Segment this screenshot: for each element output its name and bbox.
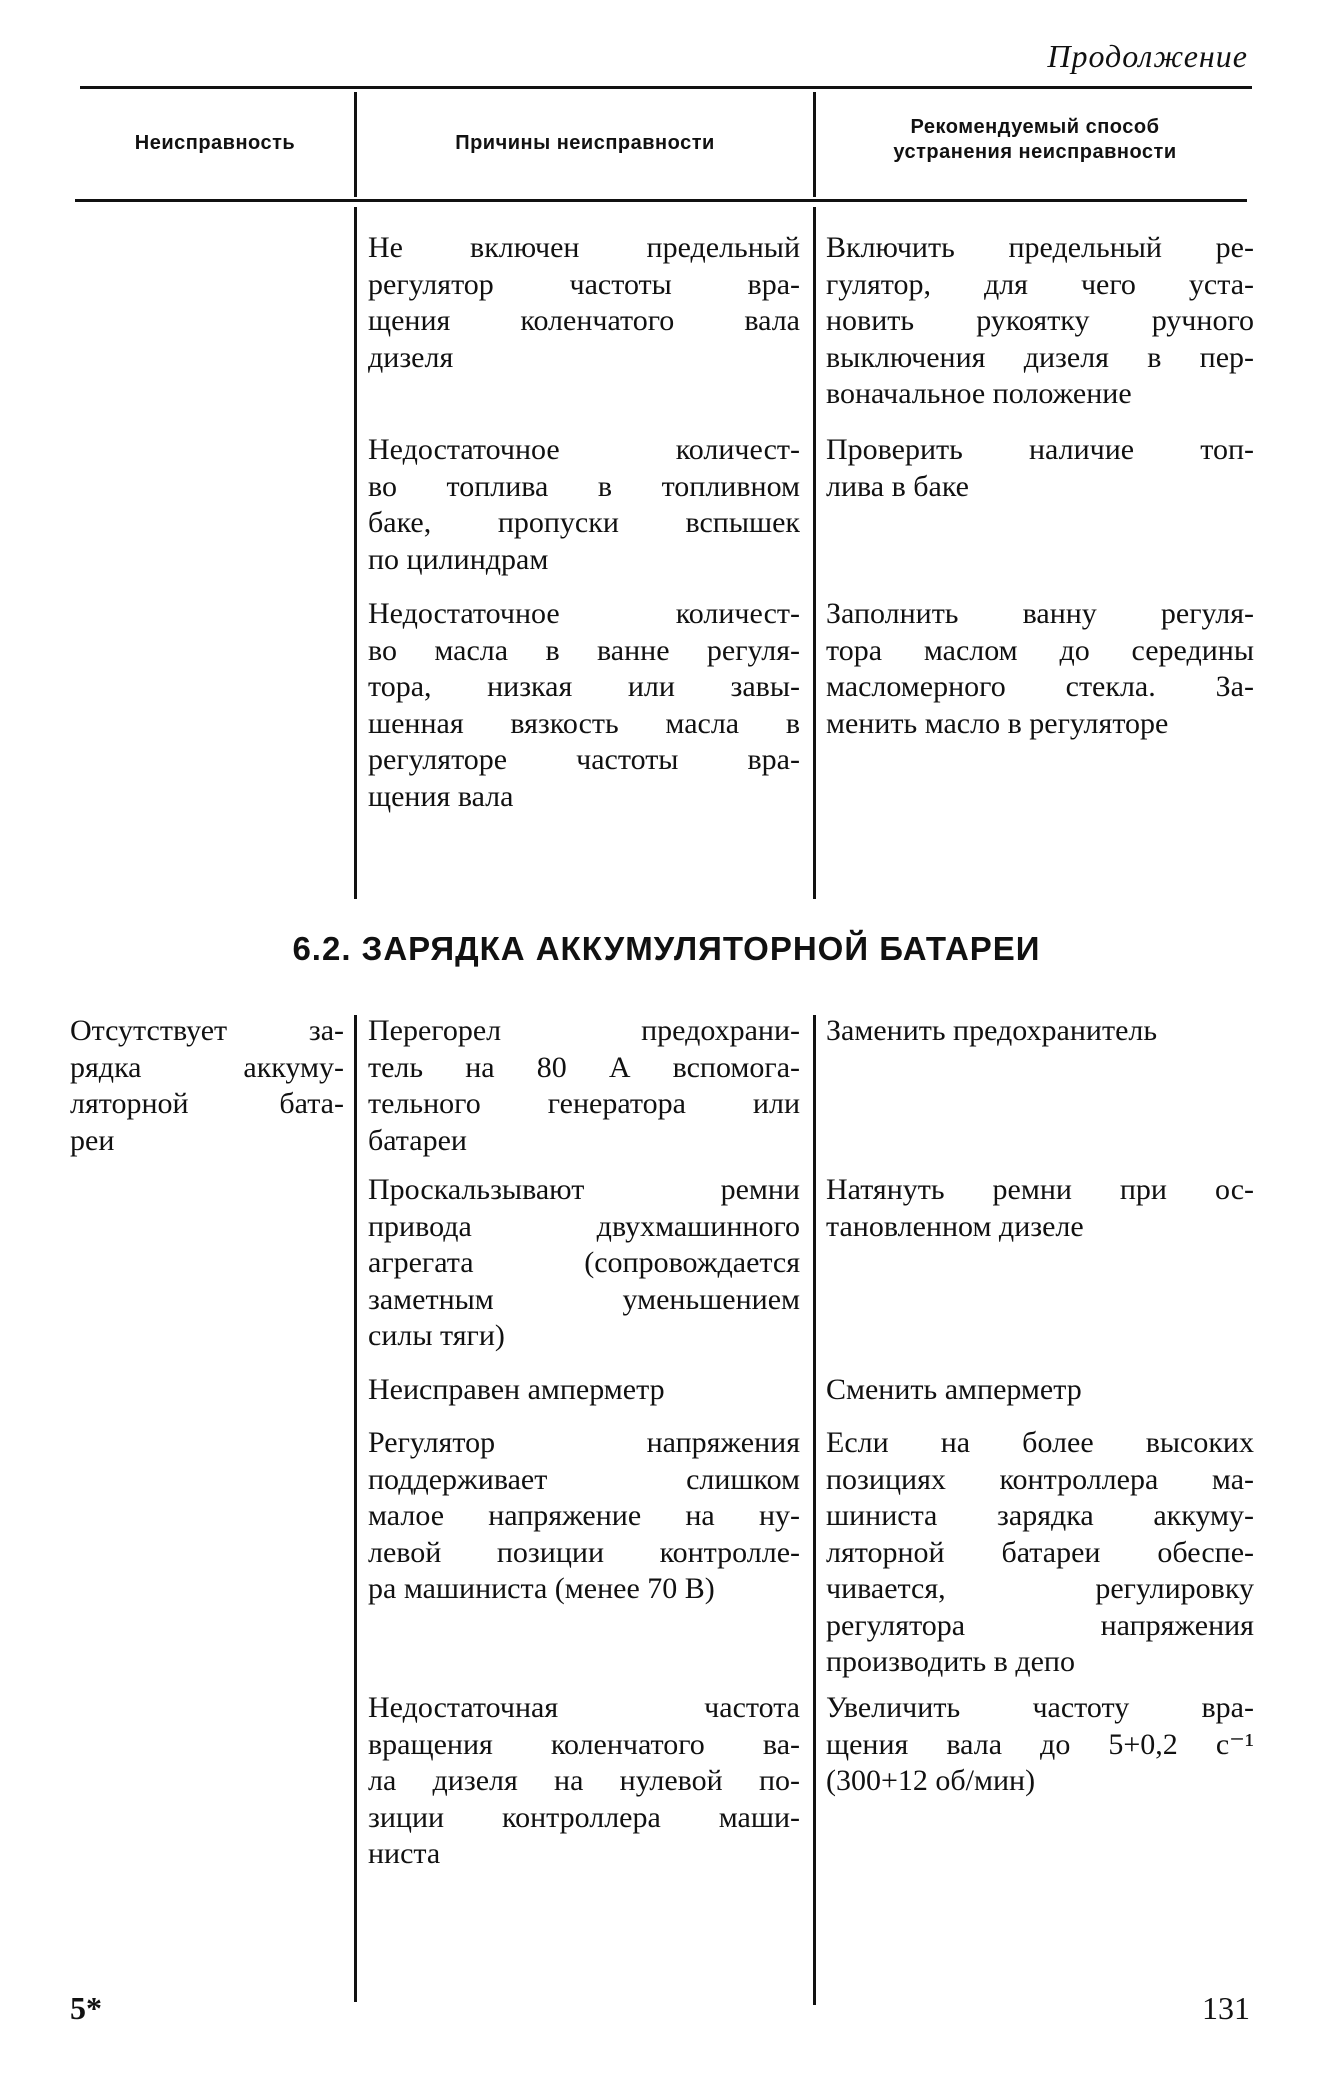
text-line: Увеличить частоту вра- bbox=[826, 1691, 1254, 1724]
text-line: Если на более высоких bbox=[826, 1426, 1254, 1459]
text-line: менить масло в регуляторе bbox=[826, 706, 1169, 740]
text-line: Сменить амперметр bbox=[826, 1373, 1082, 1406]
text-line: чивается, регулировку bbox=[826, 1572, 1254, 1605]
remedy-cell bbox=[826, 1172, 1254, 1245]
text-line: Перегорел предохрани- bbox=[368, 1014, 800, 1047]
text-line: Регулятор напряжения bbox=[368, 1426, 800, 1459]
table2-divider-2 bbox=[813, 1015, 816, 2005]
text-line: Заменить предохранитель bbox=[826, 1014, 1158, 1047]
remedy-cell bbox=[826, 432, 1254, 505]
text-line: тельного генератора или bbox=[368, 1087, 800, 1120]
text-line: Проскальзывают ремни bbox=[368, 1173, 800, 1206]
header-cause: Причины неисправности bbox=[455, 132, 715, 154]
header-fault: Неисправность bbox=[134, 132, 296, 154]
text-line: дизеля bbox=[368, 340, 454, 374]
remedy-cell bbox=[826, 1372, 1254, 1409]
fault-cell bbox=[70, 1013, 344, 1159]
header-remedy-line2: устранения неисправности bbox=[893, 141, 1177, 163]
text-line: ла дизеля на нулевой по- bbox=[368, 1764, 800, 1797]
text-line: регуляторе частоты вра- bbox=[368, 743, 800, 776]
text-line: тора маслом до середины bbox=[826, 633, 1254, 667]
remedy-cell bbox=[826, 1690, 1254, 1800]
text-line: регулятор частоты вра- bbox=[368, 267, 800, 301]
remedy-cell bbox=[826, 1425, 1254, 1681]
text-line: масломерного стекла. За- bbox=[826, 670, 1254, 703]
text-line: малое напряжение на ну- bbox=[368, 1499, 800, 1532]
text-line: лива в баке bbox=[826, 469, 969, 503]
text-line: Отсутствует за- bbox=[70, 1014, 344, 1047]
header-remedy bbox=[820, 115, 1250, 165]
text-line: Не включен предельный bbox=[368, 231, 800, 264]
text-line: вращения коленчатого ва- bbox=[368, 1727, 800, 1761]
text-line: поддерживает слишком bbox=[368, 1462, 800, 1496]
cause-cell bbox=[368, 1372, 800, 1409]
text-line: Неисправен амперметр bbox=[368, 1373, 665, 1406]
text-line: силы тяги) bbox=[368, 1319, 505, 1352]
text-line: по цилиндрам bbox=[368, 542, 549, 576]
remedy-cell bbox=[826, 230, 1254, 413]
text-line: выключения дизеля в пер- bbox=[826, 340, 1254, 374]
text-line: привода двухмашинного bbox=[368, 1209, 800, 1243]
text-line: зиции контроллера маши- bbox=[368, 1800, 800, 1834]
text-line: агрегата (сопровождается bbox=[368, 1246, 800, 1279]
header-divider-2 bbox=[813, 92, 816, 197]
text-line: щения вала до 5+0,2 с⁻¹ bbox=[826, 1727, 1254, 1761]
text-line: Включить предельный ре- bbox=[826, 231, 1254, 264]
text-line: Недостаточное количест- bbox=[368, 597, 800, 630]
text-line: гулятор, для чего уста- bbox=[826, 267, 1254, 301]
text-line: воначальное положение bbox=[826, 377, 1132, 410]
text-line: Натянуть ремни при ос- bbox=[826, 1173, 1254, 1206]
text-line: ниста bbox=[368, 1837, 441, 1870]
table1-divider-1 bbox=[354, 207, 357, 899]
text-line: левой позиции контролле- bbox=[368, 1535, 800, 1569]
remedy-cell bbox=[826, 1013, 1254, 1050]
text-line: щения коленчатого вала bbox=[368, 304, 800, 337]
cause-cell bbox=[368, 1172, 800, 1355]
text-line: шенная вязкость масла в bbox=[368, 706, 800, 740]
signature-mark: 5* bbox=[70, 1990, 102, 2026]
page-number: 131 bbox=[1202, 1990, 1250, 2026]
text-line: заметным уменьшением bbox=[368, 1282, 800, 1316]
continuation-label: Продолжение bbox=[1047, 38, 1248, 74]
cause-cell bbox=[368, 1013, 800, 1159]
text-line: реи bbox=[70, 1123, 115, 1157]
text-line: батареи bbox=[368, 1123, 467, 1157]
table1-divider-2 bbox=[813, 207, 816, 899]
text-line: щения вала bbox=[368, 779, 514, 813]
remedy-cell bbox=[826, 596, 1254, 742]
text-line: ляторной бата- bbox=[70, 1087, 344, 1120]
text-line: Проверить наличие топ- bbox=[826, 433, 1254, 466]
text-line: во топлива в топливном bbox=[368, 469, 800, 503]
cause-cell bbox=[368, 1690, 800, 1873]
cause-cell bbox=[368, 432, 800, 578]
text-line: регулятора напряжения bbox=[826, 1608, 1254, 1642]
section-heading: 6.2. ЗАРЯДКА АККУМУЛЯТОРНОЙ БАТАРЕИ bbox=[292, 930, 1041, 967]
text-line: Заполнить ванну регуля- bbox=[826, 597, 1254, 630]
header-bottom-rule bbox=[75, 199, 1247, 202]
text-line: тора, низкая или завы- bbox=[368, 670, 800, 703]
text-line: шиниста зарядка аккуму- bbox=[826, 1499, 1254, 1532]
text-line: (300+12 об/мин) bbox=[826, 1764, 1036, 1797]
text-line: баке, пропуски вспышек bbox=[368, 506, 800, 539]
table2-divider-1 bbox=[354, 1015, 357, 2002]
cause-cell bbox=[368, 1425, 800, 1608]
text-line: позициях контроллера ма- bbox=[826, 1462, 1254, 1496]
text-line: тель на 80 А вспомога- bbox=[368, 1050, 800, 1084]
text-line: Недостаточное количест- bbox=[368, 433, 800, 466]
text-line: во масла в ванне регуля- bbox=[368, 633, 800, 667]
text-line: ра машиниста (менее 70 В) bbox=[368, 1572, 715, 1605]
cause-cell bbox=[368, 596, 800, 815]
text-line: Недостаточная частота bbox=[368, 1691, 800, 1724]
text-line: производить в депо bbox=[826, 1645, 1075, 1678]
header-divider-1 bbox=[354, 92, 357, 197]
table-top-rule bbox=[80, 86, 1252, 89]
text-line: ляторной батареи обеспе- bbox=[826, 1535, 1254, 1569]
cause-cell bbox=[368, 230, 800, 376]
header-remedy-line1: Рекомендуемый способ bbox=[910, 116, 1160, 138]
text-line: тановленном дизеле bbox=[826, 1209, 1084, 1243]
text-line: новить рукоятку ручного bbox=[826, 304, 1254, 337]
text-line: рядка аккуму- bbox=[70, 1050, 344, 1084]
